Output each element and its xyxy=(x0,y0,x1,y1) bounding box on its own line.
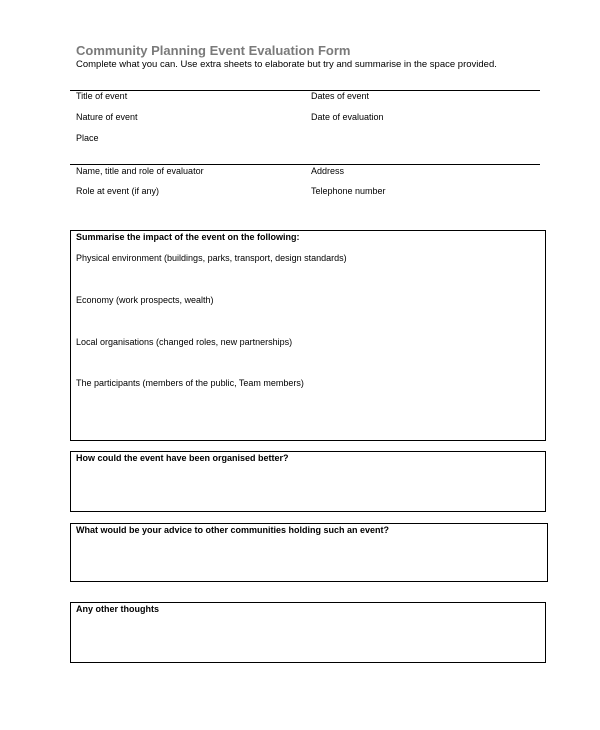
other-thoughts-heading: Any other thoughts xyxy=(76,604,159,614)
economy-prompt: Economy (work prospects, wealth) xyxy=(76,295,214,305)
organisation-improvement-box[interactable] xyxy=(70,451,546,512)
title-of-event-field[interactable]: Title of event xyxy=(76,91,128,101)
address-field[interactable]: Address xyxy=(311,166,345,176)
role-at-event-field[interactable]: Role at event (if any) xyxy=(76,186,160,196)
section-divider-evaluator xyxy=(70,164,540,165)
form-title: Community Planning Event Evaluation Form xyxy=(76,43,351,58)
impact-summary-heading: Summarise the impact of the event on the following: xyxy=(76,232,300,242)
section-divider-top xyxy=(70,90,540,91)
physical-environment-prompt: Physical environment (buildings, parks, transport, design standards) xyxy=(76,253,347,263)
nature-of-event-field[interactable]: Nature of event xyxy=(76,112,138,122)
date-of-evaluation-field[interactable]: Date of evaluation xyxy=(311,112,384,122)
dates-of-event-field[interactable]: Dates of event xyxy=(311,91,370,101)
evaluator-name-field[interactable]: Name, title and role of evaluator xyxy=(76,166,204,176)
impact-summary-box[interactable] xyxy=(70,230,546,441)
organisation-improvement-heading: How could the event have been organised better? xyxy=(76,453,289,463)
place-field[interactable]: Place xyxy=(76,133,99,143)
form-instructions: Complete what you can. Use extra sheets to elaborate but try and summarise in the space provided. xyxy=(76,59,497,70)
participants-prompt: The participants (members of the public, Team members) xyxy=(76,378,304,388)
advice-box[interactable] xyxy=(70,523,548,582)
other-thoughts-box[interactable] xyxy=(70,602,546,663)
advice-heading: What would be your advice to other communities holding such an event? xyxy=(76,525,390,535)
local-organisations-prompt: Local organisations (changed roles, new partnerships) xyxy=(76,337,293,347)
telephone-number-field[interactable]: Telephone number xyxy=(311,186,386,196)
